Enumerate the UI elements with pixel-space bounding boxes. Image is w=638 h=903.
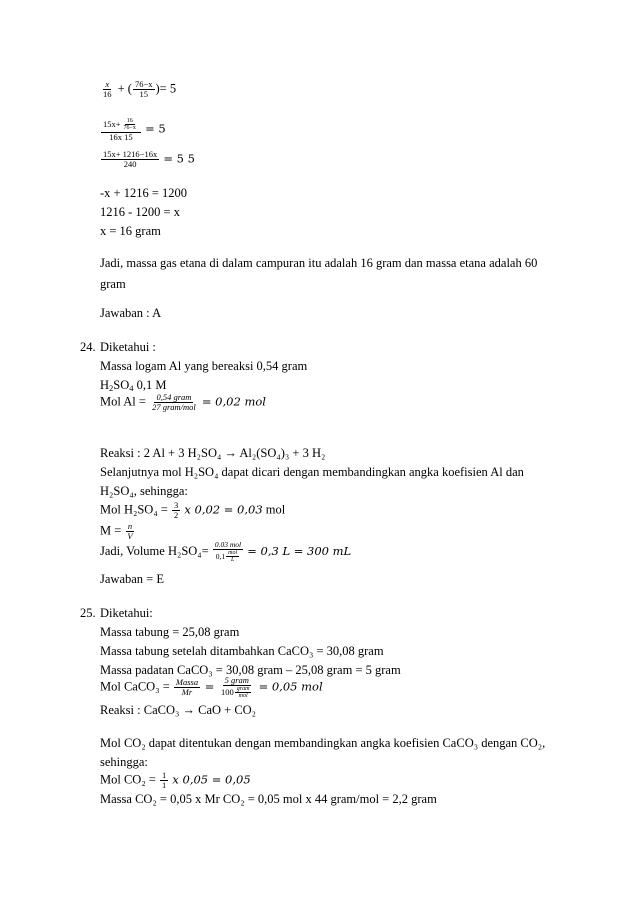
text-line: Massa padatan CaCO₃ = 30,08 gram – 25,08 gram = 5 gram xyxy=(100,663,401,677)
text-line: Mol CO₂ dapat ditentukan dengan membandingkan angka koefisien CaCO₃ dengan CO₂, xyxy=(100,736,546,750)
text-line: Selanjutnya mol H₂SO₄ dapat dicari dengan membandingkan angka koefisien Al dan xyxy=(100,465,524,479)
fraction: 0.03 mol 0,1 mol L xyxy=(214,540,242,564)
text-line: x = 16 gram xyxy=(100,224,161,238)
mol-h2so4-equation: Mol H₂SO₄ = $\frac{3}{2}$ x 0,02 = 0,03 mol xyxy=(100,500,286,520)
fraction: 5 gram 100 gram mol xyxy=(221,675,250,700)
question-number: 24. xyxy=(80,340,96,354)
heading: Diketahui : xyxy=(100,340,156,354)
fraction: 15x+ $\frac{16}{76-x}$ 16x 15 xyxy=(101,118,141,142)
question-number: 25. xyxy=(80,606,96,620)
fraction: $\frac{3}{2}$ xyxy=(173,500,179,520)
text-line: Massa CO₂ = 0,05 x Mr CO₂ = 0,05 mol x 44 gram/mol = 2,2 gram xyxy=(100,792,437,806)
text-line: $H_2SO_4$ 0,1 M xyxy=(100,378,167,393)
mol-caco3-equation: Mol CaCO₃ = Massa Mr = 5 gram 100 gram mol = 0,05 mol xyxy=(100,675,323,700)
text-line: sehingga: xyxy=(100,755,148,769)
conclusion-line: gram xyxy=(100,277,126,291)
fraction: $\frac{n}{V}$ xyxy=(127,521,133,541)
text-line: -x + 1216 = 1200 xyxy=(100,186,188,200)
equation-2: 15x+ $\frac{16}{76-x}$ 16x 15 = 5 xyxy=(103,118,166,142)
text-line: 1216 - 1200 = x xyxy=(100,205,180,219)
answer-line: Jawaban : A xyxy=(100,306,162,320)
mol-co2-equation: Mol CO₂ = $\frac{1}{1}$ x 0,05 = 0,05 xyxy=(100,770,251,790)
text-line: Massa tabung = 25,08 gram xyxy=(100,625,240,639)
equation-3: $\frac{15x+ 1216-16x}{240}$ = 5 5 xyxy=(103,149,195,169)
volume-equation: Jadi, Volume H₂SO₄= 0.03 mol 0,1 mol L = 0,3 L = 300 mL xyxy=(100,540,352,564)
text-line: Massa tabung setelah ditambahkan CaCO₃ = 30,08 gram xyxy=(100,644,384,658)
text-line: Massa logam Al yang bereaksi 0,54 gram xyxy=(100,359,308,373)
molarity-equation: M = $\frac{n}{V}$ xyxy=(100,521,133,541)
equation-1: $\frac{x}{16}$ + ( $\frac{76-x}{15}$ )= 5 xyxy=(103,79,177,99)
reaction-line: Reaksi : 2 Al + 3 H₂SO₄ → Al₂(SO₄)₃ + 3 H₂ xyxy=(100,446,326,460)
fraction: $\frac{x}{16}$ xyxy=(103,79,112,99)
fraction: 0,54 gram 27 gram/mol xyxy=(152,392,196,412)
heading: Diketahui: xyxy=(100,606,153,620)
mol-al-equation: Mol Al = 0,54 gram 27 gram/mol = 0,02 mol xyxy=(100,392,266,412)
conclusion-line: Jadi, massa gas etana di dalam campuran itu adalah 16 gram dan massa etana adalah 60 xyxy=(100,256,538,270)
fraction: Massa Mr xyxy=(175,677,199,698)
text-line: H₂SO₄, sehingga: xyxy=(100,484,188,498)
fraction: $\frac{1}{1}$ xyxy=(161,770,167,790)
reaction-line: Reaksi : CaCO₃ → CaO + CO₂ xyxy=(100,703,257,717)
fraction: $\frac{15x+ 1216-16x}{240}$ xyxy=(103,149,158,169)
fraction: $\frac{76-x}{15}$ xyxy=(134,79,153,99)
answer-line: Jawaban = E xyxy=(100,572,164,586)
